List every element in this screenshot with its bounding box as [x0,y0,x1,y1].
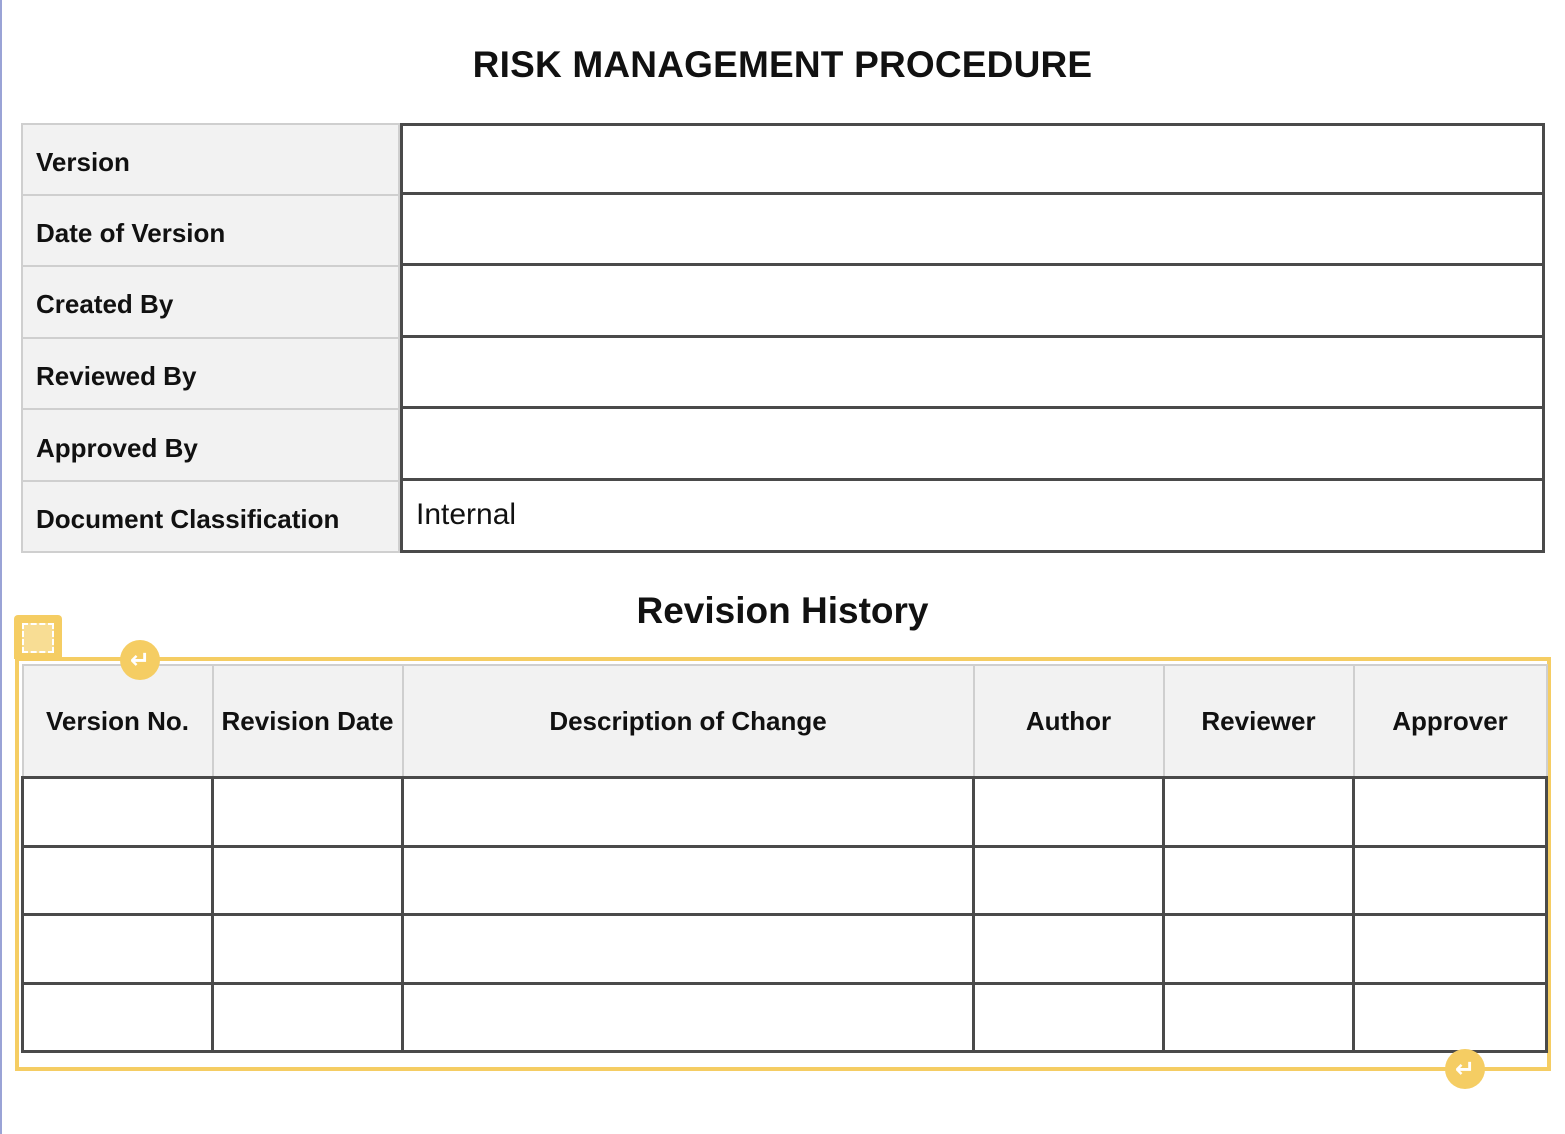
table-select-icon[interactable] [14,615,62,659]
table-cell[interactable] [1164,915,1354,984]
table-cell[interactable] [1354,778,1547,847]
table-header-row [23,665,1547,778]
table-cell[interactable] [1164,983,1354,1052]
meta-label: Date of Version [21,195,400,267]
table-cell[interactable] [974,915,1164,984]
table-row [23,846,1547,915]
table-cell[interactable] [213,778,403,847]
column-header-approver[interactable]: Approver [1354,665,1547,778]
meta-row-date-of-version [21,195,1545,267]
table-cell[interactable] [974,778,1164,847]
table-cell[interactable] [213,846,403,915]
insert-paragraph-before-icon[interactable]: ↵ [120,640,160,680]
table-row [23,915,1547,984]
table-cell[interactable] [23,915,213,984]
meta-label: Created By [21,266,400,338]
column-header-description[interactable]: Description of Change [403,665,974,778]
meta-value-cell[interactable] [400,338,1545,410]
meta-label: Document Classification [21,481,400,553]
meta-row-approved-by [21,409,1545,481]
meta-row-version [21,123,1545,195]
meta-row-created-by [21,266,1545,338]
column-header-author[interactable]: Author [974,665,1164,778]
document-metadata-table [21,123,1545,553]
meta-label: Version [21,123,400,195]
table-cell[interactable] [213,915,403,984]
table-cell[interactable] [213,983,403,1052]
meta-value-cell[interactable] [400,123,1545,195]
table-cell[interactable] [974,983,1164,1052]
revision-history-title: Revision History [636,590,929,631]
meta-value-cell[interactable] [400,266,1545,338]
meta-label: Approved By [21,409,400,481]
table-cell[interactable] [1354,983,1547,1052]
table-row [23,778,1547,847]
table-cell[interactable] [403,846,974,915]
table-cell[interactable] [403,778,974,847]
meta-value-cell[interactable]: Internal [400,481,1545,553]
table-cell[interactable] [23,983,213,1052]
table-cell[interactable] [1164,846,1354,915]
table-cell[interactable] [403,983,974,1052]
table-cell[interactable] [1354,915,1547,984]
column-header-reviewer[interactable]: Reviewer [1164,665,1354,778]
page-edge [0,0,2,1134]
table-cell[interactable] [23,778,213,847]
column-header-version-no[interactable]: Version No. [23,665,213,778]
table-row [23,983,1547,1052]
meta-value-cell[interactable] [400,409,1545,481]
column-header-revision-date[interactable]: Revision Date [213,665,403,778]
document-title: RISK MANAGEMENT PROCEDURE [472,44,1093,85]
meta-value-cell[interactable] [400,195,1545,267]
table-cell[interactable] [1354,846,1547,915]
table-cell[interactable] [1164,778,1354,847]
table-cell[interactable] [403,915,974,984]
table-cell[interactable] [974,846,1164,915]
meta-label: Reviewed By [21,338,400,410]
meta-row-reviewed-by [21,338,1545,410]
table-cell[interactable] [23,846,213,915]
meta-row-document-classification [21,481,1545,553]
revision-history-table [21,664,1548,1053]
insert-paragraph-after-icon[interactable]: ↵ [1445,1049,1485,1089]
